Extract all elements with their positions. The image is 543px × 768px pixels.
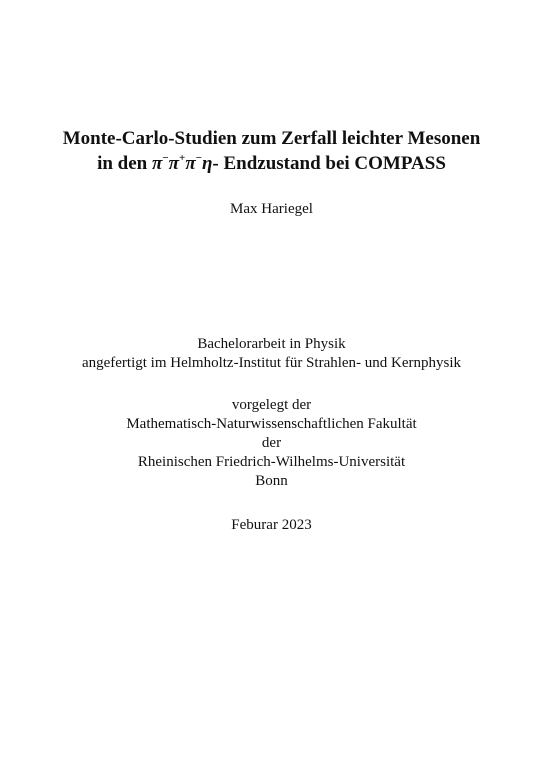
thesis-type: Bachelorarbeit in Physik xyxy=(197,336,346,352)
title-line-1: Monte-Carlo-Studien zum Zerfall leichter Mesonen xyxy=(62,128,481,149)
thesis-institute: angefertigt im Helmholtz-Institut für Strahlen- und Kernphysik xyxy=(81,355,462,371)
charge-minus-1: − xyxy=(162,151,169,164)
title-line-2-prefix: in den xyxy=(97,153,152,174)
eta-symbol: η xyxy=(201,153,213,174)
pi-symbol-3: π xyxy=(185,153,196,174)
submission-info xyxy=(0,396,543,491)
pi-symbol-1: π xyxy=(152,153,163,174)
charge-plus: + xyxy=(179,151,186,164)
title-line-2-suffix: - Endzustand bei COMPASS xyxy=(212,153,446,174)
thesis-info xyxy=(0,335,543,373)
submitted-faculty: Mathematisch-Naturwissenschaftlichen Fakultät xyxy=(126,416,417,432)
charge-minus-2: − xyxy=(195,151,202,164)
pi-symbol-2: π xyxy=(168,153,180,174)
title-line-2 xyxy=(0,151,543,176)
submitted-line-1: vorgelegt der xyxy=(231,397,312,413)
submission-date: Feburar 2023 xyxy=(231,517,312,533)
submitted-university: Rheinischen Friedrich-Wilhelms-Universität xyxy=(137,454,406,470)
submitted-line-3: der xyxy=(261,435,282,451)
submitted-city: Bonn xyxy=(255,473,288,489)
thesis-title xyxy=(0,126,543,176)
author-name: Max Hariegel xyxy=(230,201,313,217)
